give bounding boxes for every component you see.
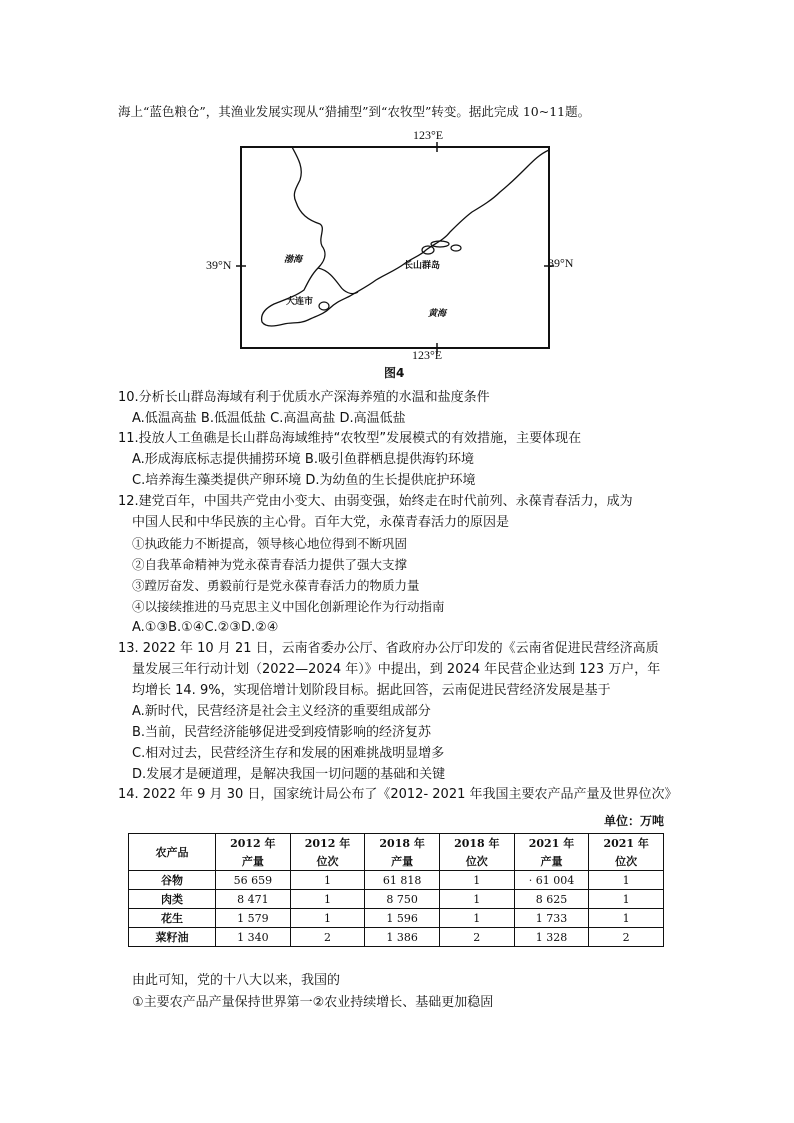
- header-product: 农产品: [129, 834, 216, 871]
- figure-caption: 图4: [384, 366, 405, 380]
- lon-bottom-label: 123°E: [412, 348, 443, 362]
- q12-stem-line2: 中国人民和中华民族的主心骨。百年大党，永葆青春活力的原因是: [132, 515, 510, 530]
- table-cell: 1 386: [365, 928, 440, 947]
- island-1: [422, 246, 434, 254]
- q13-option-b: B.当前，民营经济能够促进受到疫情影响的经济复苏: [132, 725, 432, 740]
- map-svg: [200, 128, 600, 378]
- header-sub: 产量: [365, 852, 440, 871]
- table-cell: 1: [589, 909, 664, 928]
- q14-stem: 14. 2022 年 9 月 30 日，国家统计局公布了《2012- 2021 年我国主要农产品产量及世界位次》: [118, 787, 678, 802]
- q11-stem: 11.投放人工鱼礁是长山群岛海域维持“农牧型”发展模式的有效措施，主要体现在: [118, 431, 582, 446]
- table-cell: 1: [290, 909, 365, 928]
- q10-stem: 10.分析长山群岛海域有利于优质水产深海养殖的水温和盐度条件: [118, 390, 490, 405]
- agri-stats-table: [128, 833, 664, 947]
- map-label-bohai: 渤海: [284, 255, 303, 265]
- island-2: [431, 241, 449, 247]
- table-cell: 1 733: [514, 909, 589, 928]
- header-sub: 位次: [589, 852, 664, 871]
- table-cell: 1: [589, 871, 664, 890]
- map-label-changshan: 长山群岛: [404, 261, 441, 271]
- q11-options-ab: A.形成海底标志提供捕捞环境 B.吸引鱼群栖息提供海钓环境: [132, 452, 474, 467]
- map-label-dalian: 大连市: [286, 297, 314, 307]
- q11-options-cd: C.培养海生藻类提供产卵环境 D.为幼鱼的生长提供庇护环境: [132, 473, 476, 488]
- table-cell: 8 625: [514, 890, 589, 909]
- table-cell: 2: [589, 928, 664, 947]
- table-cell: 1 340: [216, 928, 291, 947]
- header-sub: 位次: [439, 852, 514, 871]
- intro-text: 海上“蓝色粮仓”，其渔业发展实现从“猎捕型”到“农牧型”转变。据此完成 10~11题。: [118, 104, 591, 119]
- row-product: 肉类: [129, 890, 216, 909]
- header-year: 2018 年: [365, 834, 440, 853]
- table-cell: 1: [290, 890, 365, 909]
- q10-options: A.低温高盐 B.低温低盐 C.高温高盐 D.高温低盐: [132, 411, 406, 426]
- table-row: [129, 890, 664, 909]
- table-cell: 56 659: [216, 871, 291, 890]
- header-sub: 位次: [290, 852, 365, 871]
- map-frame: [241, 147, 549, 348]
- lat-left-label: 39°N: [206, 258, 232, 272]
- table-cell: 1: [589, 890, 664, 909]
- table-cell: 1: [439, 909, 514, 928]
- q12-statement-4: ④以接续推进的马克思主义中国化创新理论作为行动指南: [132, 599, 445, 614]
- island-3: [451, 245, 461, 251]
- q12-statement-1: ①执政能力不断提高，领导核心地位得到不断巩固: [132, 536, 408, 551]
- table-unit: 单位：万吨: [604, 814, 665, 828]
- q12-statement-2: ②自我革命精神为党永葆青春活力提供了强大支撑: [132, 557, 408, 572]
- header-year: 2021 年: [589, 834, 664, 853]
- header-sub: 产量: [216, 852, 291, 871]
- header-year: 2018 年: [439, 834, 514, 853]
- q13-option-a: A.新时代，民营经济是社会主义经济的重要组成部分: [132, 704, 431, 719]
- row-product: 菜籽油: [129, 928, 216, 947]
- q12-stem-line1: 12.建党百年，中国共产党由小变大、由弱变强，始终走在时代前列、永葆青春活力，成为: [118, 494, 633, 509]
- table-cell: · 61 004: [514, 871, 589, 890]
- header-year: 2012 年: [290, 834, 365, 853]
- table-row: [129, 871, 664, 890]
- lat-right-label: 39°N: [548, 256, 574, 270]
- q14-after: 由此可知，党的十八大以来，我国的: [132, 973, 341, 988]
- lon-top-label: 123°E: [413, 128, 444, 142]
- header-year: 2021 年: [514, 834, 589, 853]
- q12-options: A.①③B.①④C.②③D.②④: [132, 620, 279, 635]
- map-label-huanghai: 黄海: [428, 309, 447, 319]
- q13-option-d: D.发展才是硬道理，是解决我国一切问题的基础和关键: [132, 767, 446, 782]
- table-row: [129, 909, 664, 928]
- table-cell: 61 818: [365, 871, 440, 890]
- table-cell: 2: [439, 928, 514, 947]
- table-cell: 1 328: [514, 928, 589, 947]
- table-cell: 1 579: [216, 909, 291, 928]
- map-figure: [200, 128, 600, 378]
- table-cell: 1: [439, 890, 514, 909]
- table-cell: 8 750: [365, 890, 440, 909]
- table-cell: 1: [439, 871, 514, 890]
- q13-stem-line3: 均增长 14. 9%，实现倍增计划阶段目标。据此回答，云南促进民营经济发展是基于: [132, 683, 611, 698]
- coastline-bay: [318, 268, 358, 294]
- header-sub: 产量: [514, 852, 589, 871]
- row-product: 花生: [129, 909, 216, 928]
- q13-stem-line2: 量发展三年行动计划（2022—2024 年）》中提出，到 2024 年民营企业达到 123 万户，年: [132, 662, 661, 677]
- table-header-years: [129, 834, 664, 853]
- dalian-marker: [319, 302, 329, 310]
- q13-option-c: C.相对过去，民营经济生存和发展的困难挑战明显增多: [132, 746, 445, 761]
- table-cell: 1 596: [365, 909, 440, 928]
- row-product: 谷物: [129, 871, 216, 890]
- q14-statements: ①主要农产品产量保持世界第一②农业持续增长、基础更加稳固: [132, 995, 494, 1010]
- q12-statement-3: ③蹚厉奋发、勇毅前行是党永葆青春活力的物质力量: [132, 578, 420, 593]
- table-cell: 8 471: [216, 890, 291, 909]
- table-cell: 1: [290, 871, 365, 890]
- table-row: [129, 928, 664, 947]
- table-cell: 2: [290, 928, 365, 947]
- q13-stem-line1: 13. 2022 年 10 月 21 日，云南省委办公厅、省政府办公厅印发的《云南省促进民营经济高质: [118, 641, 659, 656]
- header-year: 2012 年: [216, 834, 291, 853]
